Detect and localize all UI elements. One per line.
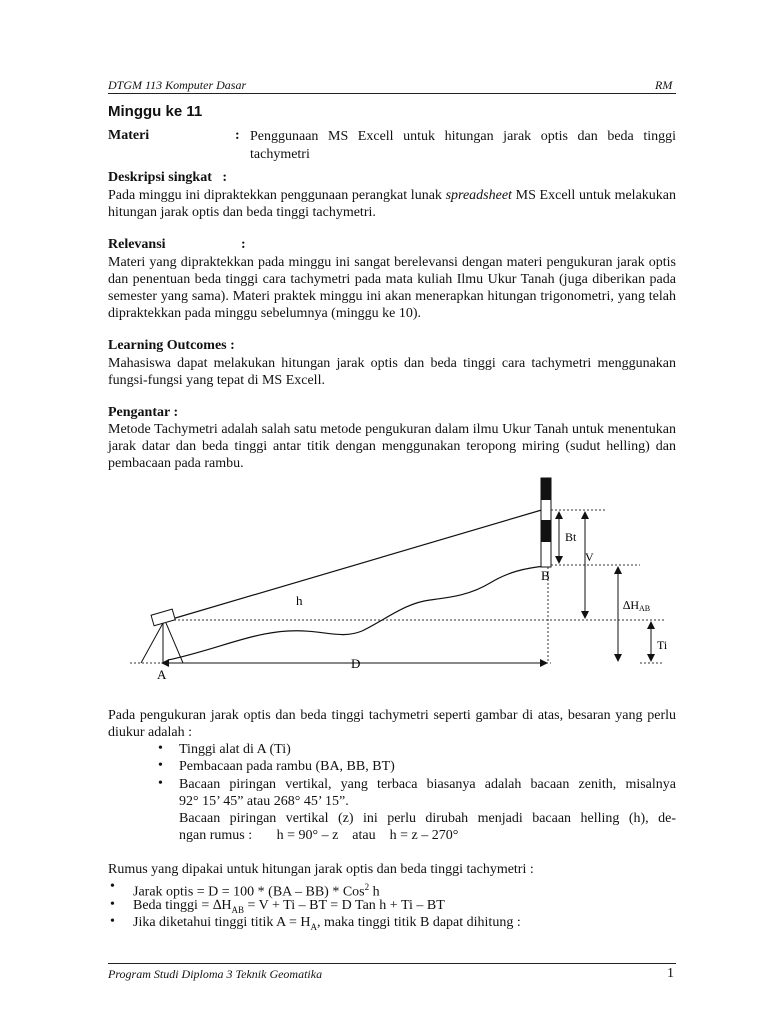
measured-item-3-line2: 92° 15’ 45” atau 268° 45’ 15”.: [179, 794, 349, 809]
formula-tinggi-b-post: , maka tinggi titik B dapat dihitung :: [316, 915, 521, 930]
measured-item-3-line3: Bacaan piringan vertikal (z) ini perlu dirubah menjadi bacaan helling (h), de-: [179, 811, 676, 826]
pengantar-text: Metode Tachymetri adalah salah satu metode pengukuran dalam ilmu Ukur Tanah untuk menentukan jarak datar dan beda tinggi antar titik dengan menggunakan teropong miring (sudut helling) dan pembacaan pada rambu.: [108, 422, 676, 471]
deskripsi-text-italic: spreadsheet: [445, 188, 512, 203]
label-helling-h: h: [296, 593, 303, 608]
formula-beda-tinggi-post: = V + Ti – BT = D Tan h + Ti – BT: [244, 898, 445, 913]
page-number: 1: [667, 966, 674, 981]
header-course-title: DTGM 113 Komputer Dasar: [108, 78, 247, 92]
bullet-icon: •: [158, 776, 163, 791]
label-point-b: B: [541, 568, 550, 583]
label-delta-h: [623, 598, 650, 613]
rumus-intro: Rumus yang dipakai untuk hitungan jarak optis dan beda tinggi tachymetri :: [108, 862, 534, 877]
label-delta-h-sub: AB: [639, 604, 651, 613]
label-v: V: [585, 550, 594, 564]
bullet-icon: •: [110, 879, 115, 894]
formula-tinggi-b-pre: Jika diketahui tinggi titik A = H: [133, 915, 311, 930]
measured-item-2: Pembacaan pada rambu (BA, BB, BT): [179, 759, 395, 774]
week-title: Minggu ke 11: [108, 103, 203, 120]
outcomes-label: Learning Outcomes :: [108, 338, 235, 353]
line-of-sight: [172, 509, 545, 619]
label-bt: Bt: [565, 530, 577, 544]
pengantar-label: Pengantar :: [108, 405, 179, 420]
bullet-icon: •: [158, 741, 163, 756]
materi-text-line1: Penggunaan MS Excell untuk hitungan jarak optis dan beda tinggi: [250, 129, 676, 144]
header-author: RM: [655, 78, 673, 92]
measured-intro: Pada pengukuran jarak optis dan beda tinggi tachymetri seperti gambar di atas, besaran yang perlu diukur adalah :: [108, 708, 676, 740]
formula-beda-tinggi-pre: Beda tinggi = ∆H: [133, 898, 232, 913]
label-delta-h-main: ∆H: [623, 598, 640, 612]
relevansi-label: Relevansi: [108, 237, 166, 252]
formula-tinggi-b: [133, 914, 521, 936]
instrument-telescope: [151, 609, 175, 626]
footer-rule: [108, 963, 676, 964]
formula-jarak-optis-sup: 2: [364, 882, 370, 892]
formula-jarak-optis-post: h: [369, 884, 380, 900]
tripod-leg-right: [166, 623, 183, 663]
bullet-icon: •: [110, 897, 115, 912]
measured-item-3-line4: ngan rumus : h = 90° – z atau h = z – 270°: [179, 828, 459, 843]
measured-item-1: Tinggi alat di A (Ti): [179, 742, 291, 757]
label-distance-d: D: [351, 656, 361, 671]
footer-program: Program Studi Diploma 3 Teknik Geomatika: [108, 967, 323, 981]
terrain-profile: [168, 566, 546, 660]
deskripsi-text-post: MS Excell untuk melakukan hitungan jarak optis dan beda tinggi tachymetri.: [108, 188, 676, 220]
bullet-icon: •: [110, 914, 115, 929]
label-point-a: A: [157, 667, 167, 682]
relevansi-colon: :: [241, 237, 246, 252]
formula-tinggi-b-sub: A: [310, 921, 317, 932]
bullet-icon: •: [158, 758, 163, 773]
tripod-leg-left: [141, 623, 163, 663]
outcomes-text: Mahasiswa dapat melakukan hitungan jarak optis dan beda tinggi cara tachymetri menggunakan fungsi-fungsi yang tepat di MS Excell.: [108, 356, 676, 388]
label-ti: Ti: [657, 638, 668, 652]
formula-jarak-optis-pre: Jarak optis = D = 100 * (BA – BB) * Cos: [133, 884, 365, 900]
materi-colon: :: [235, 128, 240, 143]
measured-item-3-line1: Bacaan piringan vertikal, yang terbaca biasanya adalah bacaan zenith, misalnya: [179, 777, 676, 792]
formula-beda-tinggi-sub: AB: [231, 904, 245, 915]
rod-black-segment-bottom: [541, 520, 551, 542]
materi-label: Materi: [108, 128, 150, 143]
relevansi-text: Materi yang dipraktekkan pada minggu ini sangat berelevansi dengan materi pengukuran jarak optis dan penentuan beda tinggi cara tachymetri pada mata kuliah Ilmu Ukur Tanah (juga diberikan pada semester yang sama). Materi praktek minggu ini akan menerapkan hitungan trigonometri, yang telah dipraktekkan pada minggu sebelumnya (minggu ke 10).: [108, 255, 676, 321]
materi-text-line2: tachymetri: [250, 147, 310, 162]
deskripsi-label: Deskripsi singkat :: [108, 170, 228, 185]
deskripsi-text-pre: Pada minggu ini dipraktekkan penggunaan perangkat lunak: [108, 188, 446, 203]
rod-black-segment-top: [541, 478, 551, 500]
